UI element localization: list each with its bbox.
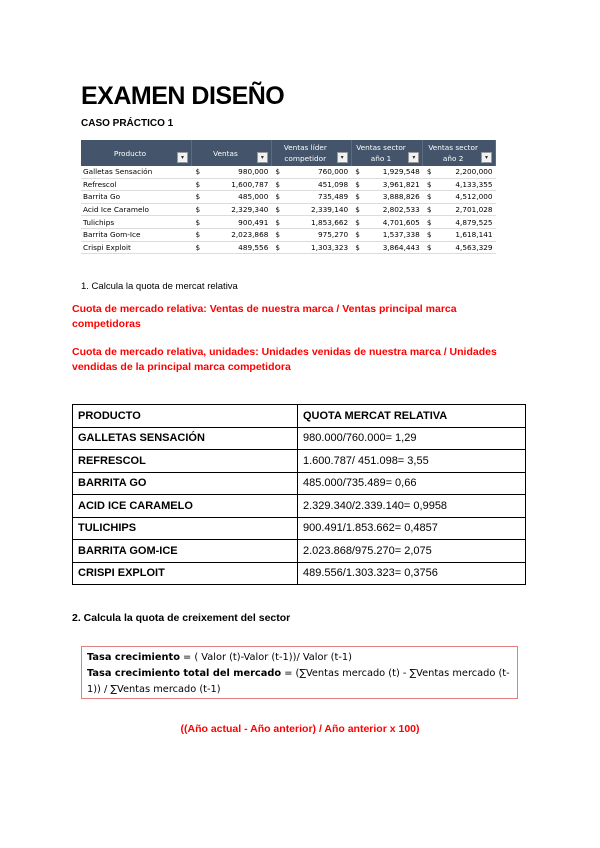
value-cell-ventas: 2,023,868: [206, 228, 272, 241]
quota-value-cell: 2.023.868/975.270= 2,075: [298, 540, 526, 563]
currency-symbol: $: [423, 216, 437, 229]
value-cell-lider: 760,000: [286, 166, 352, 178]
value-cell-sector2: 2,701,028: [437, 203, 495, 216]
sales-excel-table: [81, 140, 496, 254]
table-row: [81, 203, 496, 216]
currency-symbol: $: [423, 191, 437, 204]
product-cell: ACID ICE CARAMELO: [73, 495, 298, 518]
table-row: [73, 540, 526, 563]
table-row: [73, 472, 526, 495]
definition-relative-share-units: Cuota de mercado relativa, unidades: Unidades venidas de nuestra marca / Unidades vendidas de la principal marca competidora: [72, 346, 497, 373]
excel-header-cell: Ventas sector año 1 ▾: [351, 140, 423, 166]
currency-symbol: $: [351, 203, 365, 216]
value-cell-sector1: 4,701,605: [366, 216, 423, 229]
product-name-cell: Crispi Exploit: [81, 241, 192, 254]
table-row: [73, 495, 526, 518]
currency-symbol: $: [423, 166, 437, 178]
currency-symbol: $: [351, 241, 365, 254]
value-cell-sector2: 4,879,525: [437, 216, 495, 229]
value-cell-lider: 2,339,140: [286, 203, 352, 216]
product-cell: REFRESCOL: [73, 450, 298, 473]
formula-box: [81, 646, 518, 699]
currency-symbol: $: [192, 228, 206, 241]
currency-symbol: $: [192, 166, 206, 178]
currency-symbol: $: [351, 191, 365, 204]
currency-symbol: $: [192, 191, 206, 204]
table-row: [73, 562, 526, 585]
excel-header-row: [81, 140, 496, 166]
currency-symbol: $: [423, 241, 437, 254]
currency-symbol: $: [192, 216, 206, 229]
question-1: 1. Calcula la quota de mercat relativa: [81, 281, 238, 292]
filter-dropdown-icon[interactable]: ▾: [177, 152, 188, 163]
value-cell-lider: 735,489: [286, 191, 352, 204]
formula-line-1: Tasa crecimiento = ( Valor (t)-Valor (t-1))/ Valor (t-1): [87, 652, 352, 663]
value-cell-ventas: 1,600,787: [206, 178, 272, 191]
formula-line-2: Tasa crecimiento total del mercado = (∑Ventas mercado (t) - ∑Ventas mercado (t-1)) / ∑Ventas mercado (t-1): [87, 668, 510, 695]
quota-value-cell: 980.000/760.000= 1,29: [298, 427, 526, 450]
value-cell-sector2: 4,512,000: [437, 191, 495, 204]
definition-relative-share: Cuota de mercado relativa: Ventas de nuestra marca / Ventas principal marca competidoras: [72, 303, 457, 330]
product-name-cell: Acid Ice Caramelo: [81, 203, 192, 216]
product-cell: BARRITA GOM-ICE: [73, 540, 298, 563]
table-row: [73, 427, 526, 450]
value-cell-lider: 975,270: [286, 228, 352, 241]
value-cell-ventas: 2,329,340: [206, 203, 272, 216]
currency-symbol: $: [351, 166, 365, 178]
quota-table: [72, 404, 526, 585]
table-row: [81, 241, 496, 254]
currency-symbol: $: [423, 228, 437, 241]
page-title: EXAMEN DISEÑO: [81, 82, 285, 110]
product-cell: TULICHIPS: [73, 517, 298, 540]
value-cell-ventas: 485,000: [206, 191, 272, 204]
value-cell-sector1: 3,961,821: [366, 178, 423, 191]
currency-symbol: $: [271, 203, 285, 216]
excel-header-cell: Ventas ▾: [192, 140, 272, 166]
product-name-cell: Tulichips: [81, 216, 192, 229]
currency-symbol: $: [271, 241, 285, 254]
question-2: 2. Calcula la quota de creixement del sector: [72, 612, 291, 624]
currency-symbol: $: [271, 166, 285, 178]
table-row: [73, 517, 526, 540]
quota-value-cell: 900.491/1.853.662= 0,4857: [298, 517, 526, 540]
filter-dropdown-icon[interactable]: ▾: [408, 152, 419, 163]
currency-symbol: $: [423, 178, 437, 191]
case-subtitle: CASO PRÁCTICO 1: [81, 118, 174, 129]
table-row: [81, 191, 496, 204]
value-cell-sector2: 2,200,000: [437, 166, 495, 178]
currency-symbol: $: [351, 216, 365, 229]
currency-symbol: $: [271, 191, 285, 204]
currency-symbol: $: [271, 178, 285, 191]
currency-symbol: $: [351, 228, 365, 241]
footer-formula: ((Año actual - Año anterior) / Año anterior x 100): [180, 723, 420, 735]
excel-header-cell: Ventas líder competidor ▾: [271, 140, 351, 166]
header-product: PRODUCTO: [73, 405, 298, 428]
currency-symbol: $: [423, 203, 437, 216]
quota-table-header: [73, 405, 526, 428]
product-name-cell: Refrescol: [81, 178, 192, 191]
excel-header-cell: Producto ▾: [81, 140, 192, 166]
value-cell-ventas: 980,000: [206, 166, 272, 178]
product-cell: BARRITA GO: [73, 472, 298, 495]
currency-symbol: $: [351, 178, 365, 191]
quota-value-cell: 2.329.340/2.339.140= 0,9958: [298, 495, 526, 518]
table-row: [81, 228, 496, 241]
header-quota: QUOTA MERCAT RELATIVA: [298, 405, 526, 428]
table-row: [81, 166, 496, 178]
product-name-cell: Barrita Gom-Ice: [81, 228, 192, 241]
value-cell-sector2: 1,618,141: [437, 228, 495, 241]
product-name-cell: Galletas Sensación: [81, 166, 192, 178]
table-row: [81, 216, 496, 229]
quota-value-cell: 485.000/735.489= 0,66: [298, 472, 526, 495]
value-cell-ventas: 489,556: [206, 241, 272, 254]
value-cell-lider: 451,098: [286, 178, 352, 191]
product-cell: CRISPI EXPLOIT: [73, 562, 298, 585]
currency-symbol: $: [271, 228, 285, 241]
table-row: [81, 178, 496, 191]
value-cell-sector1: 2,802,533: [366, 203, 423, 216]
value-cell-sector1: 1,929,548: [366, 166, 423, 178]
value-cell-sector1: 3,888,826: [366, 191, 423, 204]
filter-dropdown-icon[interactable]: ▾: [257, 152, 268, 163]
quota-value-cell: 489.556/1.303.323= 0,3756: [298, 562, 526, 585]
value-cell-lider: 1,303,323: [286, 241, 352, 254]
value-cell-sector2: 4,133,355: [437, 178, 495, 191]
excel-header-cell: Ventas sector año 2 ▾: [423, 140, 496, 166]
currency-symbol: $: [192, 178, 206, 191]
currency-symbol: $: [271, 216, 285, 229]
filter-dropdown-icon[interactable]: ▾: [481, 152, 492, 163]
table-row: [73, 450, 526, 473]
value-cell-sector1: 1,537,338: [366, 228, 423, 241]
value-cell-lider: 1,853,662: [286, 216, 352, 229]
currency-symbol: $: [192, 241, 206, 254]
product-cell: GALLETAS SENSACIÓN: [73, 427, 298, 450]
filter-dropdown-icon[interactable]: ▾: [337, 152, 348, 163]
product-name-cell: Barrita Go: [81, 191, 192, 204]
currency-symbol: $: [192, 203, 206, 216]
value-cell-sector2: 4,563,329: [437, 241, 495, 254]
value-cell-ventas: 900,491: [206, 216, 272, 229]
quota-value-cell: 1.600.787/ 451.098= 3,55: [298, 450, 526, 473]
value-cell-sector1: 3,864,443: [366, 241, 423, 254]
